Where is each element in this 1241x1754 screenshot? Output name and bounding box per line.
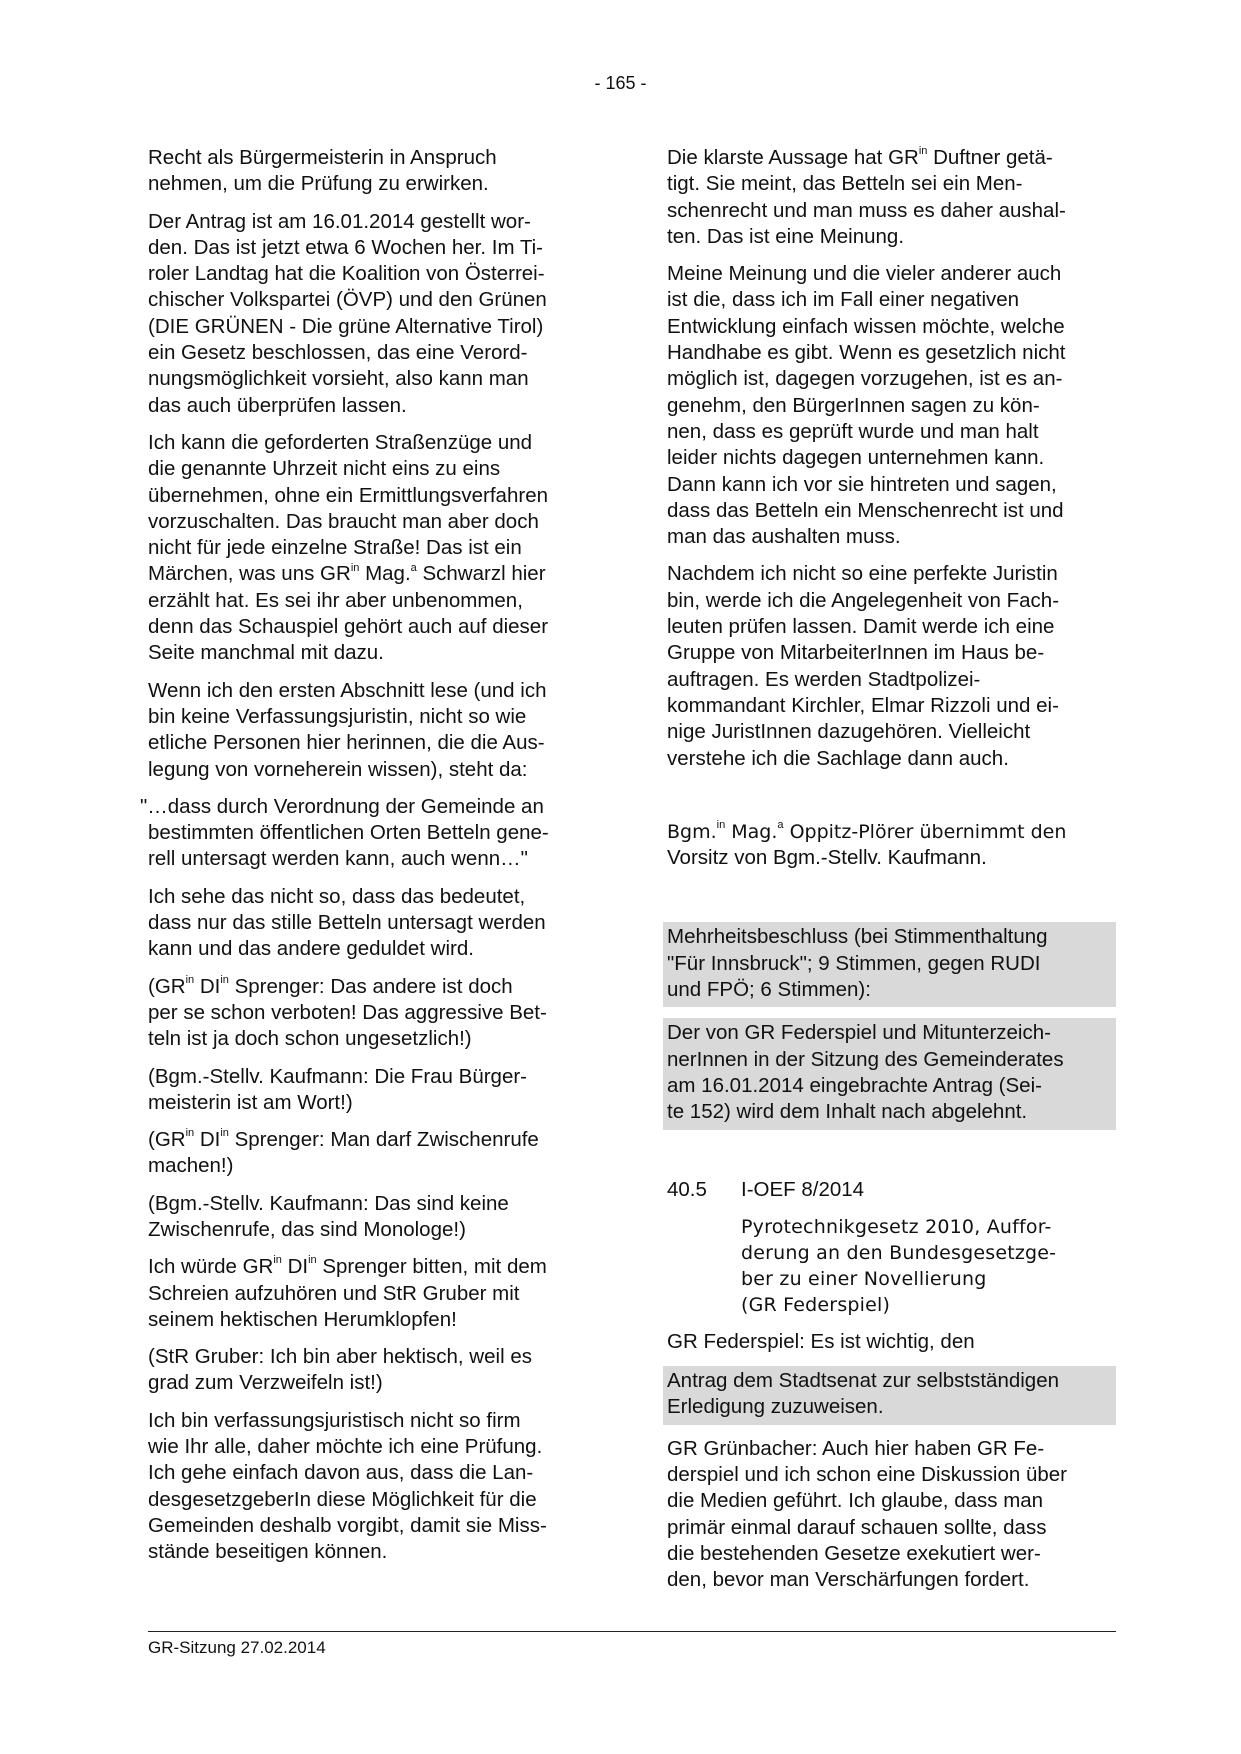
motion-text: Antrag dem Stadtsenat zur selbstständigen Erledigung zuzuweisen. xyxy=(663,1366,1116,1425)
paragraph: Die klarste Aussage hat $GR^{in}$ Duftner getä- tigt. Sie meint, das Betteln sei ein Men- schenrecht und man muss es daher aushal- ten. Das ist eine Meinung. xyxy=(667,145,1066,248)
paragraph: Ich würde $GR^{in}$ $DI^{in}$ Sprenger bitten, mit dem Schreien aufzuhören und StR Gruber mit seinem hektischen Herumklopfen! xyxy=(148,1254,547,1331)
paragraph: Recht als Bürgermeisterin in Anspruch nehmen, um die Prüfung zu erwirken. xyxy=(148,146,497,196)
chair-change-note: Bgm.$^{in}$ Mag.$^a$ Oppitz-Plörer übernimmt den Vorsitz von Bgm.-Stellv. Kaufmann. xyxy=(667,819,1067,870)
agenda-item-code: I-OEF 8/2014 xyxy=(741,1177,865,1201)
interjection: ($GR^{in}$ $DI^{in}$ Sprenger: Man darf Zwischenrufe machen!) xyxy=(148,1127,539,1178)
resolution-header: Mehrheitsbeschluss (bei Stimmenthaltung "Für Innsbruck"; 9 Stimmen, gegen RUDI und FPÖ; 6 Stimmen): xyxy=(663,922,1116,1007)
paragraph: Der Antrag ist am 16.01.2014 gestellt wor- den. Das ist jetzt etwa 6 Wochen her. Im Ti- roler Landtag hat die Koalition von Österrei- chischer Volkspartei (ÖVP) und den Grünen (DIE GRÜNEN - Die grüne Alternative Tirol) ein Gesetz beschlossen, das eine Verord- nungsmöglichkeit vorsieht, also kann man das auch überprüfen lassen. xyxy=(148,209,547,417)
interjection: (StR Gruber: Ich bin aber hektisch, weil es grad zum Verzweifeln ist!) xyxy=(148,1345,532,1395)
paragraph: Ich sehe das nicht so, dass das bedeutet, dass nur das stille Betteln untersagt werden kann und das andere geduldet wird. xyxy=(148,884,546,961)
resolution-text: Der von GR Federspiel und Mitunterzeich- nerInnen in der Sitzung des Gemeinderates am 16.01.2014 eingebrachte Antrag (Sei- te 152) wird dem Inhalt nach abgelehnt. xyxy=(663,1018,1116,1129)
paragraph: Ich bin verfassungsjuristisch nicht so firm wie Ihr alle, daher möchte ich eine Prüfung. Ich gehe einfach davon aus, dass die Lan- desgesetzgeberIn diese Möglichkeit für die Gemeinden deshalb vorgibt, damit sie Miss- stände beseitigen können. xyxy=(148,1408,547,1564)
agenda-item-number: 40.5 xyxy=(667,1177,707,1201)
footer-divider xyxy=(148,1631,1116,1632)
interjection: (Bgm.-Stellv. Kaufmann: Das sind keine Zwischenrufe, das sind Monologe!) xyxy=(148,1191,509,1241)
paragraph: Wenn ich den ersten Abschnitt lese (und ich bin keine Verfassungsjuristin, nicht so wie etliche Personen hier herinnen, die die Aus- legung von vorneherein wissen), steht da: xyxy=(148,678,547,781)
paragraph: Nachdem ich nicht so eine perfekte Juristin bin, werde ich die Angelegenheit von Fach- leuten prüfen lassen. Damit werde ich eine Gruppe von MitarbeiterInnen im Haus be- auftragen. Es werden Stadtpolizei- kommandant Kirchler, Elmar Rizzoli und ei- nige JuristInnen dazugehören. Vielleicht verstehe ich die Sachlage dann auch. xyxy=(667,562,1060,770)
paragraph: Ich kann die geforderten Straßenzüge und die genannte Uhrzeit nicht eins zu eins übernehmen, ohne ein Ermittlungsverfahren vorzuschalten. Das braucht man aber doch nicht für jede einzelne Straße! Das ist ein Märchen, was uns $GR^{in}$ Mag.$^a$ Schwarzl hier erzählt hat. Es sei ihr aber unbenommen, denn das Schauspiel gehört auch auf dieser Seite manchmal mit dazu. xyxy=(148,430,549,665)
quotation: "…dass durch Verordnung der Gemeinde an bestimmten öffentlichen Orten Betteln gene- rell untersagt werden kann, auch wenn…" xyxy=(140,794,549,871)
agenda-item-heading xyxy=(667,1177,1122,1203)
page-number: - 165 - xyxy=(594,73,647,93)
agenda-item-title: Pyrotechnikgesetz 2010, Auffor- derung an den Bundesgesetzge- ber zu einer Novellierung (GR Federspiel) xyxy=(741,1215,1057,1316)
paragraph: GR Federspiel: Es ist wichtig, den xyxy=(667,1329,975,1353)
interjection: (Bgm.-Stellv. Kaufmann: Die Frau Bürger- meisterin ist am Wort!) xyxy=(148,1064,527,1114)
interjection: ($GR^{in}$ $DI^{in}$ Sprenger: Das andere ist doch per se schon verboten! Das aggressive Bet- teln ist ja doch schon ungesetzlich!) xyxy=(148,973,547,1051)
paragraph: GR Grünbacher: Auch hier haben GR Fe- derspiel und ich schon eine Diskussion über die Medien geführt. Ich glaube, dass man primär einmal darauf schauen sollte, dass die bestehenden Gesetze exekutiert wer- den, bevor man Verschärfungen fordert. xyxy=(667,1436,1067,1592)
footer-session-date: GR-Sitzung 27.02.2014 xyxy=(148,1638,326,1657)
paragraph: Meine Meinung und die vieler anderer auch ist die, dass ich im Fall einer negativen Entwicklung einfach wissen möchte, welche Handhabe es gibt. Wenn es gesetzlich nicht möglich ist, dagegen vorzugehen, ist es an- genehm, den BürgerInnen sagen zu kön- nen, dass es geprüft wurde und man halt leider nichts dagegen unternehmen kann. Dann kann ich vor sie hintreten und sagen, dass das Betteln ein Menschenrecht ist und man das aushalten muss. xyxy=(667,262,1066,549)
left-column xyxy=(140,145,603,1577)
right-column xyxy=(667,145,1122,1604)
